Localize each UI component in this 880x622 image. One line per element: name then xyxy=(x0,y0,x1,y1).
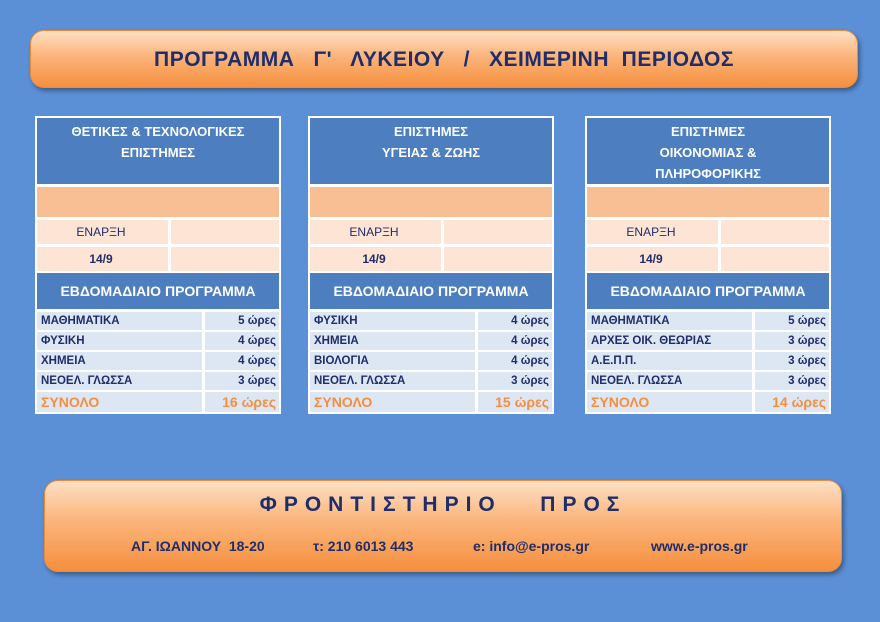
program-panel-sciences-technology xyxy=(35,116,281,414)
subject-hours: 3 ώρες xyxy=(752,372,829,390)
start-date-cell xyxy=(441,247,552,271)
subject-row xyxy=(37,352,279,370)
subject-row xyxy=(37,312,279,330)
subject-hours: 3 ώρες xyxy=(752,352,829,370)
total-row xyxy=(587,392,829,412)
subject-hours: 3 ώρες xyxy=(475,372,552,390)
panel-spacer-band xyxy=(310,187,552,217)
total-row xyxy=(310,392,552,412)
subject-row xyxy=(37,372,279,390)
start-label-cell xyxy=(718,220,829,244)
start-date-row xyxy=(37,247,279,271)
weekly-program-label: ΕΒΔΟΜΑΔΙΑΙΟ ΠΡΟΓΡΑΜΜΑ xyxy=(37,273,279,309)
subject-hours: 3 ώρες xyxy=(752,332,829,350)
subject-hours: 3 ώρες xyxy=(202,372,279,390)
program-panel-health-life xyxy=(308,116,554,414)
subject-row xyxy=(587,372,829,390)
total-hours: 14 ώρες xyxy=(752,392,829,412)
total-label: ΣΥΝΟΛΟ xyxy=(314,394,373,410)
subject-hours: 5 ώρες xyxy=(752,312,829,330)
school-name: ΦΡΟΝΤΙΣΤΗΡΙΟ ΠΡΟΣ xyxy=(259,493,627,516)
subject-name: ΧΗΜΕΙΑ xyxy=(314,335,359,347)
start-date-cell xyxy=(718,247,829,271)
start-date-row xyxy=(310,247,552,271)
total-label: ΣΥΝΟΛΟ xyxy=(591,394,650,410)
page-title: ΠΡΟΓΡΑΜΜΑ Γ' ΛΥΚΕΙΟΥ / ΧΕΙΜΕΡΙΝΗ ΠΕΡΙΟΔΟΣ xyxy=(154,48,734,71)
subject-row xyxy=(310,352,552,370)
panel-heading-line: ΕΠΙΣΤΗΜΕΣ xyxy=(120,145,196,160)
start-date-cell xyxy=(168,247,279,271)
total-hours: 15 ώρες xyxy=(475,392,552,412)
phone-number: τ: 210 6013 443 xyxy=(313,538,414,554)
total-row xyxy=(37,392,279,412)
subject-name: ΝΕΟΕΛ. ΓΛΩΣΣΑ xyxy=(591,375,683,387)
subject-hours: 5 ώρες xyxy=(202,312,279,330)
panel-heading-line: ΕΠΙΣΤΗΜΕΣ xyxy=(670,124,746,139)
subject-row xyxy=(310,372,552,390)
total-hours: 16 ώρες xyxy=(202,392,279,412)
subject-row xyxy=(587,332,829,350)
title-banner xyxy=(30,30,858,88)
start-label-cell xyxy=(441,220,552,244)
panel-heading-line: ΕΠΙΣΤΗΜΕΣ xyxy=(393,124,469,139)
subject-hours: 4 ώρες xyxy=(475,312,552,330)
panel-heading-line: ΠΛΗΡΟΦΟΡΙΚΗΣ xyxy=(655,166,761,181)
subject-hours: 4 ώρες xyxy=(202,352,279,370)
subject-hours: 4 ώρες xyxy=(202,332,279,350)
subject-row xyxy=(37,332,279,350)
panel-heading xyxy=(310,118,552,184)
panel-heading-line: ΟΙΚΟΝΟΜΙΑΣ & xyxy=(659,145,757,160)
start-label: ΕΝΑΡΞΗ xyxy=(76,225,126,239)
address: ΑΓ. ΙΩΑΝΝΟΥ 18-20 xyxy=(131,538,265,554)
subject-name: ΜΑΘΗΜΑΤΙΚΑ xyxy=(41,315,120,327)
subject-row xyxy=(587,352,829,370)
website-link[interactable]: www.e-pros.gr xyxy=(651,538,748,554)
start-label-row xyxy=(310,220,552,244)
subject-name: ΜΑΘΗΜΑΤΙΚΑ xyxy=(591,315,670,327)
start-date-row xyxy=(587,247,829,271)
panel-heading-line: ΥΓΕΙΑΣ & ΖΩΗΣ xyxy=(381,145,481,160)
subject-name: ΝΕΟΕΛ. ΓΛΩΣΣΑ xyxy=(314,375,406,387)
subject-hours: 4 ώρες xyxy=(475,352,552,370)
footer-banner xyxy=(44,480,842,572)
panel-heading xyxy=(37,118,279,184)
start-label-cell xyxy=(168,220,279,244)
panel-spacer-band xyxy=(587,187,829,217)
subject-name: ΒΙΟΛΟΓΙΑ xyxy=(314,355,369,367)
email-address: e: info@e-pros.gr xyxy=(473,538,590,554)
panel-heading xyxy=(587,118,829,184)
start-date: 14/9 xyxy=(89,252,113,266)
start-label-row xyxy=(37,220,279,244)
subject-name: Α.Ε.Π.Π. xyxy=(591,355,637,367)
subject-row xyxy=(310,332,552,350)
start-label: ΕΝΑΡΞΗ xyxy=(349,225,399,239)
panel-heading-line: ΘΕΤΙΚΕΣ & ΤΕΧΝΟΛΟΓΙΚΕΣ xyxy=(71,124,245,139)
total-label: ΣΥΝΟΛΟ xyxy=(41,394,100,410)
program-panel-economics-informatics xyxy=(585,116,831,414)
subject-name: ΧΗΜΕΙΑ xyxy=(41,355,86,367)
start-date: 14/9 xyxy=(639,252,663,266)
panel-spacer-band xyxy=(37,187,279,217)
start-label-row xyxy=(587,220,829,244)
subject-name: ΝΕΟΕΛ. ΓΛΩΣΣΑ xyxy=(41,375,133,387)
subject-name: ΦΥΣΙΚΗ xyxy=(314,315,358,327)
weekly-program-label: ΕΒΔΟΜΑΔΙΑΙΟ ΠΡΟΓΡΑΜΜΑ xyxy=(310,273,552,309)
subject-name: ΑΡΧΕΣ ΟΙΚ. ΘΕΩΡΙΑΣ xyxy=(591,335,712,347)
start-date: 14/9 xyxy=(362,252,386,266)
subject-name: ΦΥΣΙΚΗ xyxy=(41,335,85,347)
start-label: ΕΝΑΡΞΗ xyxy=(626,225,676,239)
subject-hours: 4 ώρες xyxy=(475,332,552,350)
weekly-program-label: ΕΒΔΟΜΑΔΙΑΙΟ ΠΡΟΓΡΑΜΜΑ xyxy=(587,273,829,309)
subject-row xyxy=(587,312,829,330)
subject-row xyxy=(310,312,552,330)
